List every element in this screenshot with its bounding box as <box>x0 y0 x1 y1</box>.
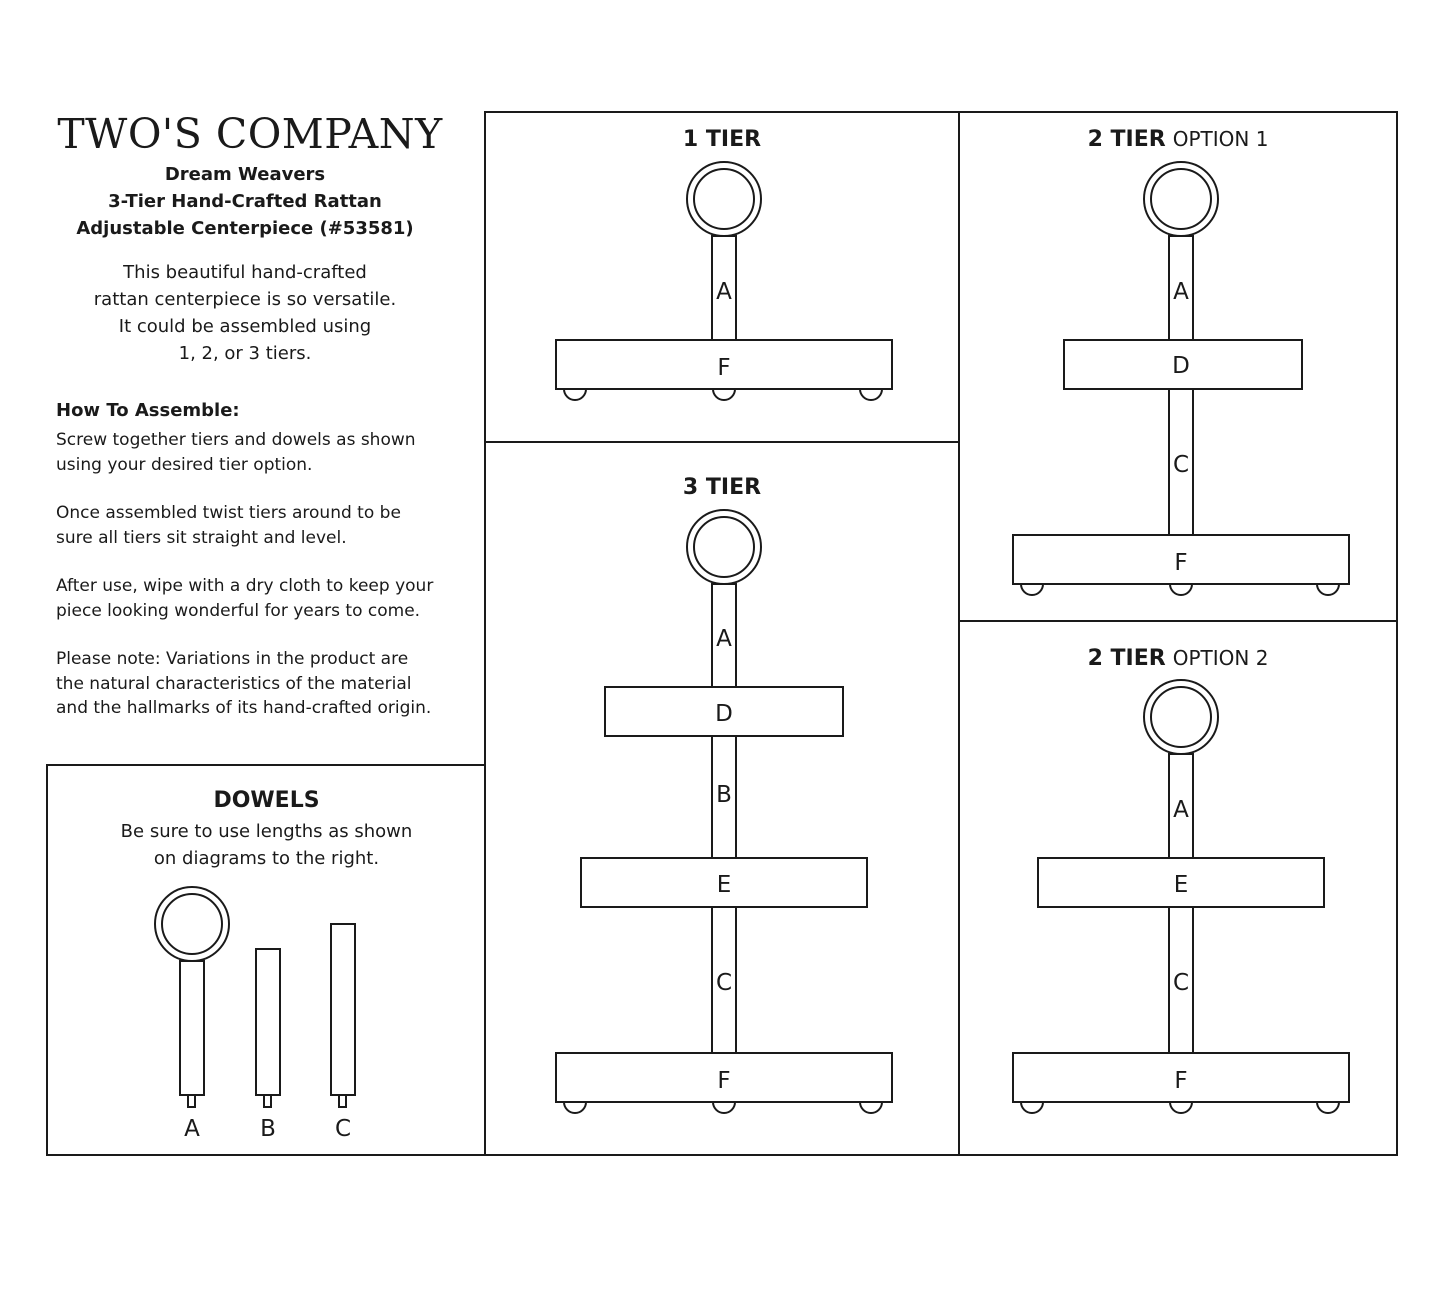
tier2-option2-diagram <box>960 622 1400 1158</box>
instruction-paragraph <box>56 428 476 477</box>
dowel-b-label: B <box>716 782 732 808</box>
instruction-paragraph <box>56 647 476 721</box>
ring-inner <box>694 517 754 577</box>
foot-left <box>1021 584 1043 595</box>
foot-left <box>564 1102 586 1113</box>
foot-left <box>1021 1102 1043 1113</box>
dowel-c-label: C <box>334 1116 352 1142</box>
tier-d-label: D <box>715 701 733 727</box>
instruction-line: Screw together tiers and dowels as shown <box>56 430 416 450</box>
ring-outer <box>1144 162 1218 236</box>
product-line: 3-Tier Hand-Crafted Rattan <box>108 191 382 212</box>
foot-right <box>860 1102 882 1113</box>
brand-title: TWO'S COMPANY <box>57 110 443 158</box>
base-f-label: F <box>1174 550 1188 576</box>
product-line: Adjustable Centerpiece (#53581) <box>76 218 414 239</box>
ring-inner <box>1151 687 1211 747</box>
tier-d-label: D <box>1172 353 1190 379</box>
dowel-a <box>180 961 204 1095</box>
intro-text <box>40 259 450 367</box>
foot-right <box>1317 584 1339 595</box>
dowel-a-pin <box>188 1095 195 1107</box>
instruction-line: using your desired tier option. <box>56 454 313 475</box>
intro-line: rattan centerpiece is so versatile. <box>93 289 397 310</box>
instruction-paragraph <box>56 501 476 550</box>
foot-right <box>860 389 882 400</box>
dowel-a-ring-outer <box>155 887 229 961</box>
instruction-line: the natural characteristics of the material <box>56 673 412 694</box>
dowel-a-label: A <box>184 1116 200 1142</box>
base-f-label: F <box>717 355 731 381</box>
tier1-title-bold: 1 TIER <box>682 127 762 152</box>
dowel-b <box>256 949 280 1095</box>
tier-e-label: E <box>716 872 732 898</box>
ring-outer <box>687 162 761 236</box>
dowel-c-label: C <box>1172 970 1190 996</box>
foot-center <box>1170 1102 1192 1113</box>
dowel-c-pin <box>339 1095 346 1107</box>
dowel-a-label: A <box>716 279 732 305</box>
tier2-option2-title-option: OPTION 2 <box>1172 646 1269 670</box>
foot-left <box>564 389 586 400</box>
dowels-diagram <box>48 766 489 1158</box>
instruction-line: Once assembled twist tiers around to be <box>56 503 401 523</box>
intro-line: It could be assembled using <box>118 316 372 337</box>
dowel-a-label: A <box>1173 279 1189 305</box>
foot-right <box>1317 1102 1339 1113</box>
tier1-panel <box>484 111 960 443</box>
ring-inner <box>1151 169 1211 229</box>
base-f-label: F <box>1174 1068 1188 1094</box>
tier3-panel <box>484 441 960 1156</box>
dowel-c-label: C <box>715 970 733 996</box>
ring-inner <box>694 169 754 229</box>
dowel-a-ring-inner <box>162 894 222 954</box>
instruction-line: sure all tiers sit straight and level. <box>56 527 347 548</box>
dowels-subtitle-line: on diagrams to the right. <box>153 848 380 869</box>
tier3-title-bold: 3 TIER <box>682 475 762 500</box>
dowels-title: DOWELS <box>213 788 320 813</box>
assembly-instructions <box>56 400 476 745</box>
foot-center <box>713 389 735 400</box>
tier2-option1-panel <box>958 111 1398 622</box>
intro-line: 1, 2, or 3 tiers. <box>178 343 312 364</box>
product-name <box>40 161 450 242</box>
tier2-option1-title-option: OPTION 1 <box>1172 127 1269 151</box>
product-line: Dream Weavers <box>164 164 326 185</box>
tier-e-label: E <box>1173 872 1189 898</box>
dowels-panel <box>46 764 487 1156</box>
intro-line: This beautiful hand-crafted <box>123 262 367 283</box>
base-f-label: F <box>717 1068 731 1094</box>
dowel-b-pin <box>264 1095 271 1107</box>
dowel-b-label: B <box>260 1116 276 1142</box>
ring-outer <box>687 510 761 584</box>
dowels-subtitle-line: Be sure to use lengths as shown <box>120 821 413 842</box>
dowel-c-label: C <box>1172 452 1190 478</box>
tier1-diagram <box>486 113 962 445</box>
instructions-heading: How To Assemble: <box>56 400 240 421</box>
foot-center <box>1170 584 1192 595</box>
tier3-diagram <box>486 443 962 1158</box>
ring-outer <box>1144 680 1218 754</box>
tier2-option2-title-bold: 2 TIER <box>1087 646 1166 671</box>
instruction-line: Please note: Variations in the product are <box>56 649 409 669</box>
tier2-option2-panel <box>958 620 1398 1156</box>
tier2-option1-diagram <box>960 113 1400 624</box>
dowel-c <box>331 924 355 1095</box>
dowel-a-label: A <box>1173 797 1189 823</box>
foot-center <box>713 1102 735 1113</box>
instruction-line: and the hallmarks of its hand-crafted origin. <box>56 698 432 718</box>
instruction-line: piece looking wonderful for years to come. <box>56 600 421 621</box>
tier2-option1-title-bold: 2 TIER <box>1087 127 1166 152</box>
dowel-a-label: A <box>716 626 732 652</box>
instruction-line: After use, wipe with a dry cloth to keep your <box>56 576 434 596</box>
instruction-paragraph <box>56 574 476 623</box>
